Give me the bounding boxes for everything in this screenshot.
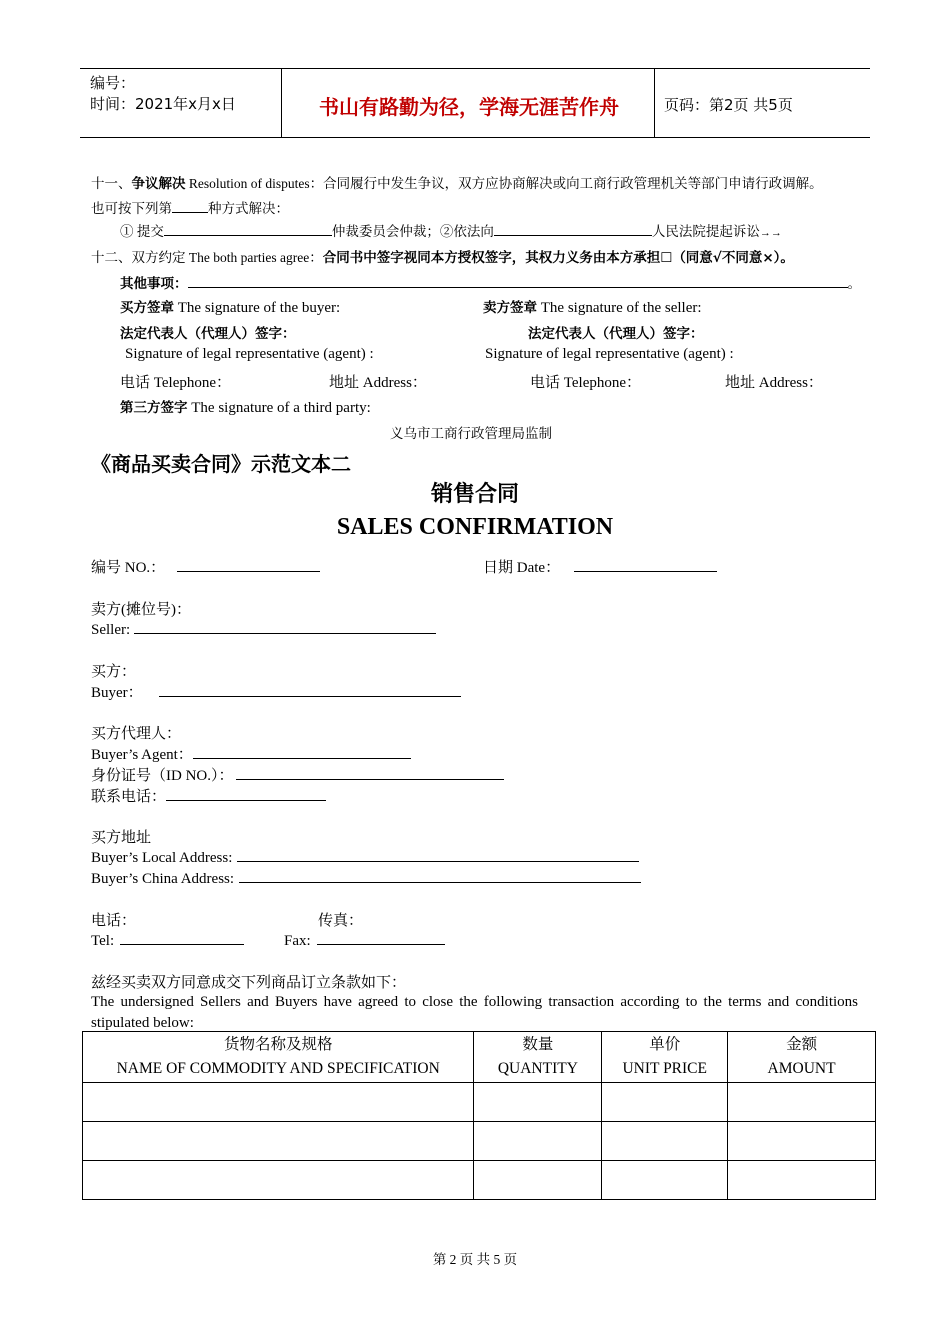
buyer-blank[interactable] — [159, 682, 461, 697]
clause-11-line2 — [91, 197, 289, 217]
table-row — [83, 1083, 876, 1122]
agreement-cn: 兹经买卖双方同意成交下列商品订立条款如下： — [91, 975, 407, 991]
column-header-unit-price — [602, 1032, 728, 1083]
id-number-label: 身份证号（ID NO.）： — [91, 768, 234, 784]
option-1-label: ① 提交 — [120, 224, 164, 239]
table-cell[interactable] — [474, 1083, 602, 1122]
page-code: 页码：第2页 共5页 — [664, 96, 793, 114]
tel-field — [91, 930, 244, 950]
third-party-text: The signature of a third party: — [187, 400, 371, 416]
other-matters-blank[interactable] — [188, 273, 848, 288]
table-cell[interactable] — [602, 1161, 728, 1200]
table-cell[interactable] — [83, 1122, 474, 1161]
tel-label-en: Tel: — [91, 933, 115, 949]
column-cn: 单价 — [649, 1036, 681, 1053]
seller-label-cn: 卖方(摊位号)： — [91, 602, 191, 618]
other-matters-label: 其他事项： — [120, 276, 188, 292]
buyer-signature-text: The signature of the buyer: — [174, 300, 341, 316]
china-address-label: Buyer’s China Address: — [91, 871, 235, 887]
agreement-en: The undersigned Sellers and Buyers have agreed to close the following transaction according to the terms and conditions stipulated below: — [91, 994, 858, 1031]
clause-11-title: 争议解决 — [131, 176, 186, 192]
table-cell[interactable] — [83, 1083, 474, 1122]
china-address-blank[interactable] — [239, 868, 641, 883]
other-matters — [120, 272, 861, 292]
clause-11-line2-a: 也可按下列第 — [91, 201, 172, 216]
local-address-label: Buyer’s Local Address: — [91, 850, 233, 866]
agent-blank[interactable] — [193, 744, 411, 759]
header-motto: 书山有路勤为径，学海无涯苦作舟 — [319, 95, 619, 119]
seller-blank[interactable] — [134, 619, 436, 634]
seller-signature-label: 卖方签章 — [483, 300, 537, 316]
contract-number-blank[interactable] — [177, 557, 320, 572]
contact-phone-blank[interactable] — [166, 786, 326, 801]
buyer-phone: 电话 Telephone： — [120, 375, 232, 391]
clause-11-prefix: 十一、 — [91, 176, 132, 191]
column-header-quantity — [474, 1032, 602, 1083]
goods-table-header — [83, 1032, 876, 1083]
buyer-legal-rep: 法定代表人（代理人）签字： — [120, 326, 296, 342]
table-cell[interactable] — [602, 1122, 728, 1161]
third-party-label: 第三方签字 — [120, 400, 188, 416]
clause-12-bracket: （同意√不同意×）。 — [672, 250, 794, 266]
table-cell[interactable] — [728, 1161, 876, 1200]
seller-legal-rep-en: Signature of legal representative (agent) : — [485, 346, 734, 362]
header-divider — [654, 69, 655, 137]
tel-label-cn: 电话： — [91, 913, 137, 929]
buyer-label-cn: 买方： — [91, 664, 137, 680]
column-en: NAME OF COMMODITY AND SPECIFICATION — [116, 1060, 440, 1077]
buyer-signature — [120, 296, 340, 317]
clause-11-line2-b: 种方式解决： — [208, 201, 289, 216]
third-party-signature — [120, 396, 371, 417]
page-header — [80, 68, 870, 138]
seller-address: 地址 Address： — [725, 375, 823, 391]
column-en: QUANTITY — [497, 1060, 578, 1077]
agent-label-cn: 买方代理人： — [91, 726, 182, 742]
contract-number-field — [91, 556, 320, 577]
seller-legal-rep: 法定代表人（代理人）签字： — [528, 326, 704, 342]
buyer-label-en: Buyer： — [91, 685, 143, 701]
agent-field — [91, 743, 411, 764]
clause-11-line1 — [91, 172, 823, 192]
contract-title-cn: 销售合同 — [430, 482, 519, 507]
id-number-blank[interactable] — [236, 765, 504, 780]
buyer-address-label: 买方地址 — [91, 830, 152, 846]
clause-11-options — [120, 220, 782, 240]
column-header-amount — [728, 1032, 876, 1083]
clause-11-text: Resolution of disputes：合同履行中发生争议，双方应协商解决或向工商行政管理机关等部门申请行政调解。 — [185, 176, 823, 191]
court-suffix: 人民法院提起诉讼 — [651, 224, 760, 239]
goods-table — [82, 1031, 876, 1200]
template-title: 《商品买卖合同》示范文本二 — [91, 452, 351, 476]
column-cn: 数量 — [522, 1036, 554, 1053]
clause-12-text: 合同书中签字视同本方授权签字，其权力义务由本方承担 — [322, 250, 661, 266]
column-cn: 货物名称及规格 — [223, 1036, 333, 1053]
seller-label-en: Seller: — [91, 622, 131, 638]
fax-label-cn: 传真： — [318, 913, 364, 929]
buyer-field — [91, 681, 461, 702]
fax-label-en: Fax: — [284, 933, 311, 949]
seller-signature-text: The signature of the seller: — [537, 300, 702, 316]
contact-phone-field — [91, 785, 326, 806]
seller-phone: 电话 Telephone： — [530, 375, 642, 391]
table-cell[interactable] — [474, 1161, 602, 1200]
table-cell[interactable] — [728, 1083, 876, 1122]
supervisor-note: 义乌市工商行政管理局监制 — [390, 426, 552, 441]
table-cell[interactable] — [602, 1083, 728, 1122]
clause-12-prefix: 十二、双方约定 The both parties agree： — [91, 250, 323, 265]
other-matters-end: 。 — [847, 276, 861, 291]
table-row — [83, 1161, 876, 1200]
table-cell[interactable] — [474, 1122, 602, 1161]
column-cn: 金额 — [786, 1036, 818, 1053]
table-cell[interactable] — [728, 1122, 876, 1161]
buyer-legal-rep-en: Signature of legal representative (agent) : — [125, 346, 374, 362]
local-address-blank[interactable] — [237, 847, 639, 862]
column-en: UNIT PRICE — [622, 1060, 707, 1077]
id-number-field — [91, 764, 504, 785]
seller-signature — [483, 296, 702, 317]
tel-blank[interactable] — [120, 930, 244, 945]
method-number-blank[interactable] — [172, 198, 208, 213]
fax-field — [284, 930, 445, 950]
contract-number-label: 编号 NO.： — [91, 560, 166, 576]
local-address-field — [91, 847, 639, 867]
clause-12 — [91, 246, 794, 266]
contract-title-en: SALES CONFIRMATION — [336, 514, 614, 540]
arbitration-blank[interactable] — [164, 221, 332, 236]
header-meta — [90, 73, 236, 115]
seller-field — [91, 619, 436, 639]
date-label: 日期 Date： — [483, 560, 561, 576]
column-en: AMOUNT — [767, 1060, 836, 1077]
column-header-commodity — [83, 1032, 474, 1083]
contact-phone-label: 联系电话： — [91, 789, 167, 805]
header-divider — [281, 69, 282, 137]
arrows-mark: →→ — [759, 227, 782, 239]
agree-checkbox[interactable]: ☐ — [660, 250, 673, 266]
court-blank[interactable] — [494, 221, 652, 236]
time-label: 时间：2021年x月x日 — [90, 95, 236, 113]
buyer-signature-label: 买方签章 — [120, 300, 174, 316]
fax-blank[interactable] — [317, 930, 445, 945]
number-label: 编号： — [90, 74, 136, 92]
buyer-address: 地址 Address： — [329, 375, 427, 391]
china-address-field — [91, 868, 641, 888]
page-footer: 第 2 页 共 5 页 — [432, 1252, 518, 1267]
table-row — [83, 1122, 876, 1161]
table-cell[interactable] — [83, 1161, 474, 1200]
date-blank[interactable] — [574, 557, 717, 572]
agent-label-en: Buyer’s Agent： — [91, 747, 193, 763]
option-2-label: 仲裁委员会仲裁；②依法向 — [331, 224, 494, 239]
date-field — [483, 556, 717, 577]
